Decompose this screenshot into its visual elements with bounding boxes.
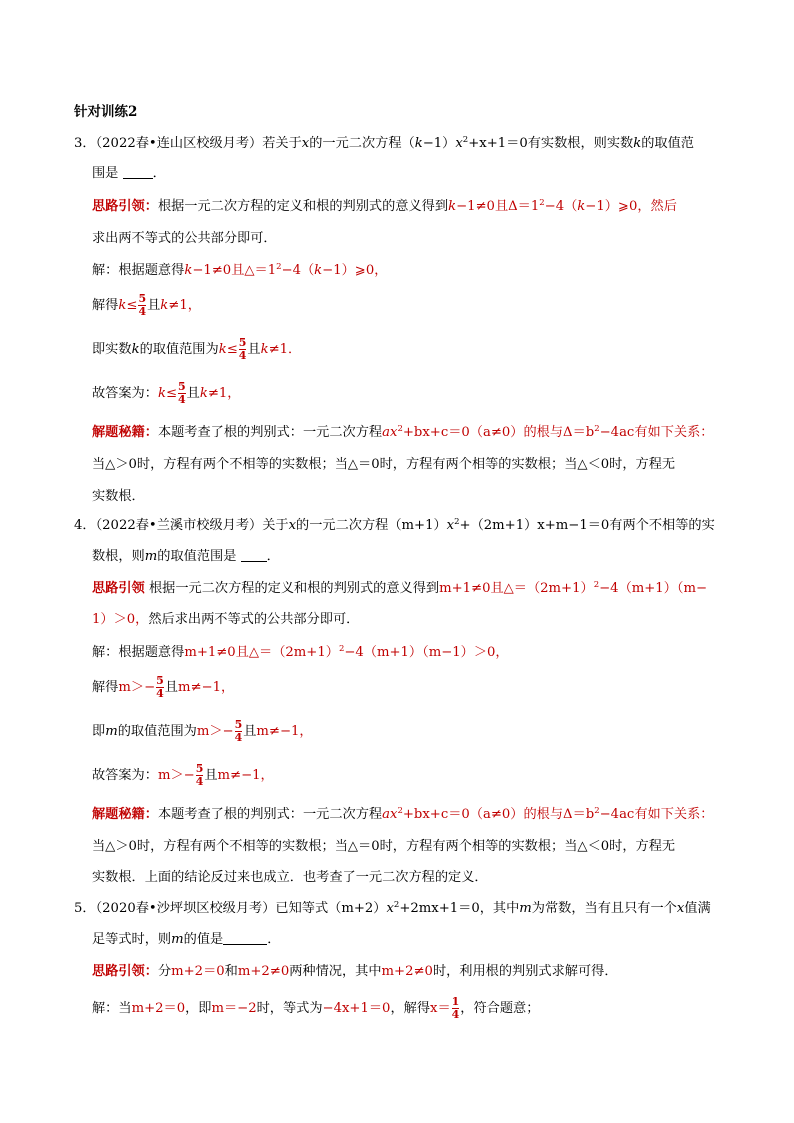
hint-label: 思路引领 (92, 581, 145, 596)
summary-label: 解题秘籍： (92, 807, 158, 822)
fraction-1-4: $\frac{1}{4}$ (451, 995, 460, 1021)
q3-summary-line1: 解题秘籍：本题考查了根的判别式：一元二次方程$ax^2+bx+c=0(a\ne 0)$的根与$\Delta=b^2-4ac$有如下关系： (92, 424, 714, 440)
q4-answer-line: 故答案为：m＞− $\frac{5}{4}$ 且m≠−1， (92, 762, 274, 788)
fraction-5-4: $\frac{5}{4}$ (238, 336, 247, 362)
q3-number: 3． (74, 136, 96, 151)
q4-stem-line1: 4．（2022春•兰溪市校级月考）关于x的一元二次方程$(m+1)x^2+(2m+1)x+m-1=0$有两个不相等的实 (74, 517, 715, 533)
q3-solution-line3: 即实数k的取值范围为k≤ $\frac{5}{4}$ 且k≠1． (92, 336, 302, 362)
answer-blank (123, 165, 153, 179)
summary-label: 解题秘籍： (92, 425, 158, 440)
q5-hint-line1: 思路引领：分m+2＝0和m+2≠0两种情况，其中m+2≠0时，利用根的判别式求解可得． (92, 964, 618, 979)
fraction-5-4: $\frac{5}{4}$ (178, 380, 186, 406)
hint-label: 思路引领： (92, 199, 158, 214)
fraction-5-4: $\frac{5}{4}$ (156, 674, 164, 700)
q3-summary-line3: 实数根． (92, 489, 145, 504)
q3-answer-line: 故答案为：k≤ $\frac{5}{4}$ 且k≠1， (92, 380, 241, 406)
q4-solution-line1: 解：根据题意得m+1≠0且$\triangle=(2m+1)^2-4(m+1)(m-1)>0$， (92, 644, 509, 660)
q3-solution-line2: 解得k≤ $\frac{5}{4}$ 且k≠1， (92, 292, 201, 318)
q4-number: 4． (74, 518, 96, 533)
fraction-5-4: $\frac{5}{4}$ (138, 292, 147, 318)
q5-number: 5． (74, 901, 96, 916)
q3-summary-line2: 当△＞0时，方程有两个不相等的实数根；当△＝0时，方程有两个相等的实数根；当△＜0时，方程无 (92, 457, 676, 472)
section-title: 针对训练2 (74, 104, 138, 120)
q3-hint-line2: 求出两不等式的公共部分即可． (92, 231, 277, 246)
q3-solution-line1: 解：根据题意得k−1≠0且$\triangle=1^2-4(k-1)⩾0$， (92, 262, 388, 278)
q4-solution-line3: 即m的取值范围为m＞− $\frac{5}{4}$ 且m≠−1， (92, 718, 313, 744)
q4-stem-line2: 数根，则m的取值范围是 ． (92, 549, 280, 564)
q3-stem-line2: 围是 ． (92, 166, 166, 181)
q4-solution-line2: 解得m＞− $\frac{5}{4}$ 且m≠−1， (92, 674, 235, 700)
q4-hint-line2: 1）＞0，然后求出两不等式的公共部分即可． (92, 612, 360, 627)
q4-summary-line2: 当△＞0时，方程有两个不相等的实数根；当△＝0时，方程有两个相等的实数根；当△＜0时，方程无 (92, 839, 676, 854)
answer-blank (241, 548, 267, 562)
q4-summary-line3: 实数根．上面的结论反过来也成立．也考查了一元二次方程的定义． (92, 870, 488, 885)
fraction-5-4: $\frac{5}{4}$ (195, 762, 204, 788)
q4-hint-line1: 思路引领 根据一元二次方程的定义和根的判别式的意义得到m+1≠0且$\triangle=(2m+1)^2-4(m+1)(m-$ (92, 580, 708, 596)
q3-stem-line1: 3．（2022春•连山区校级月考）若关于x的一元二次方程$(k-1)x^2+x+1=0$有实数根，则实数k的取值范 (74, 135, 694, 151)
q5-stem-line2: 足等式时，则m的值是 ． (92, 932, 281, 947)
q4-summary-line1: 解题秘籍：本题考查了根的判别式：一元二次方程$ax^2+bx+c=0(a\ne 0)$的根与$\Delta=b^2-4ac$有如下关系： (92, 806, 714, 822)
q3-hint-line1: 思路引领：根据一元二次方程的定义和根的判别式的意义得到k−1≠0且$\Delta=1^2-4(k-1)⩾0$，然后 (92, 198, 677, 214)
fraction-5-4: $\frac{5}{4}$ (234, 718, 243, 744)
q5-solution-line1: 解：当m+2＝0，即m＝−2时，等式为−4x+1＝0，解得x＝ $\frac{1}{4}$ ，符合题意； (92, 995, 540, 1021)
q5-stem-line1: 5．（2020春•沙坪坝区校级月考）已知等式$(m+2)x^2+2mx+1=0$，其中m为常数，当有且只有一个x值满 (74, 900, 711, 916)
answer-blank (223, 931, 267, 945)
hint-label: 思路引领： (92, 964, 158, 979)
